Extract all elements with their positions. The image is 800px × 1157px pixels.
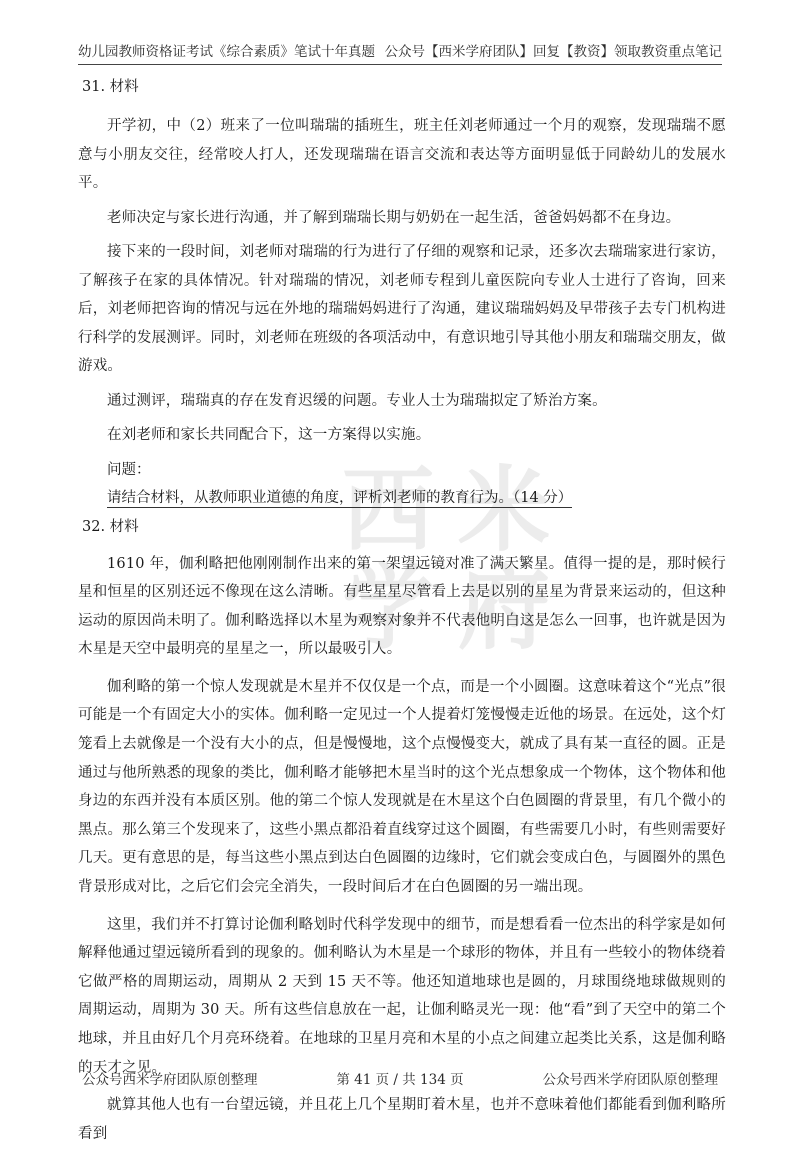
- watermark-char: 西: [342, 457, 435, 564]
- q31-question-underlined: 请结合材料，从教师职业道德的角度，评析刘老师的教育行为。（14 分）: [107, 489, 573, 506]
- q31-paragraph: 在刘老师和家长共同配合下，这一方案得以实施。: [107, 427, 431, 443]
- q31-question-text: [78, 484, 726, 512]
- q32-paragraph: 就算其他人也有一台望远镜，并且花上几个星期盯着木星，也并不意味着他们都能看到伽利略所看到: [78, 1097, 726, 1142]
- watermark-char: 府: [458, 555, 551, 650]
- q31-question-label: 问题：: [107, 461, 151, 478]
- question-32: [78, 516, 726, 1149]
- watermark-char: 米: [458, 457, 551, 564]
- q32-paragraph: 这里，我们并不打算讨论伽利略划时代科学发现中的细节，而是想看看一位杰出的科学家是如何解释他通过望远镜所看到的现象的。伽利略认为木星是一个球形的物体，并且有一些较小的物体绕着它做严格的周期运动，周期从 2 天到 15 天不等。他还知道地球也是圆的，月球围绕地球做规则的周期运动，周期为 30 天。所有这些信息放在一起，让伽利略灵光一现：他“看”到了天空中的第二个地球，并且由好几个月亮环绕着。在地球的卫星月亮和木星的小点之间建立起类比关系，这是伽利略的天才之见。: [78, 916, 726, 1076]
- question-32-number: 32. 材料: [82, 518, 139, 535]
- page-header: [78, 38, 722, 65]
- footer-left-text: 公众号西米学府团队原创整理: [82, 1072, 258, 1088]
- q31-paragraph: 接下来的一段时间，刘老师对瑞瑞的行为进行了仔细的观察和记录，还多次去瑞瑞家进行家访，了解孩子在家的具体情况。针对瑞瑞的情况，刘老师专程到儿童医院向专业人士进行了咨询，回来后，刘老师把咨询的情况与远在外地的瑞瑞妈妈进行了沟通，建议瑞瑞妈妈及早带孩子去专门机构进行科学的发展测评。同时，刘老师在班级的各项活动中，有意识地引导其他小朋友和瑞瑞交朋友，做游戏。: [78, 244, 726, 374]
- footer-right-text: 公众号西米学府团队原创整理: [542, 1072, 718, 1088]
- q31-paragraph: 老师决定与家长进行沟通，并了解到瑞瑞长期与奶奶在一起生活，爸爸妈妈都不在身边。: [107, 209, 681, 226]
- page-number: 第 41 页 / 共 134 页: [336, 1072, 464, 1088]
- question-31-number: 31. 材料: [82, 79, 139, 95]
- q31-paragraph: 开学初，中（2）班来了一位叫瑞瑞的插班生，班主任刘老师通过一个月的观察，发现瑞瑞不愿意与小朋友交往，经常咬人打人，还发现瑞瑞在语言交流和表达等方面明显低于同龄幼儿的发展水平。: [78, 118, 726, 191]
- watermark-char: 学: [342, 555, 435, 650]
- q31-paragraph: 通过测评，瑞瑞真的存在发育迟缓的问题。专业人士为瑞瑞拟定了矫治方案。: [107, 392, 607, 409]
- q32-paragraph: 伽利略的第一个惊人发现就是木星并不仅仅是一个点，而是一个小圆圈。这意味着这个“光点”很可能是一个有固定大小的实体。伽利略一定见过一个人提着灯笼慢慢走近他的场景。在远处，这个灯笼看上去就像是一个没有大小的点，但是慢慢地，这个点慢慢变大，就成了具有某一直径的圆。正是通过与他所熟悉的现象的类比，伽利略才能够把木星当时的这个光点想象成一个物体，这个物体和他身边的东西并没有本质区别。他的第二个惊人发现就是在木星这个白色圆圈的背景里，有几个微小的黑点。那么第三个发现来了，这些小黑点都沿着直线穿过这个圆圈，有些需要几小时，有些则需要好几天。更有意思的是，每当这些小黑点到达白色圆圈的边缘时，它们就会变成白色，与圆圈外的黑色背景形成对比，之后它们会完全消失，一段时间后才在白色圆圈的另一端出现。: [78, 678, 726, 896]
- page-footer: [82, 1068, 718, 1088]
- page-content: [78, 76, 726, 1157]
- q32-paragraph: 1610 年，伽利略把他刚刚制作出来的第一架望远镜对准了满天繁星。值得一提的是，那时候行星和恒星的区别还远不像现在这么清晰。有些星星尽管看上去是以别的星星为背景来运动的，但这种运动的原因尚未明了。伽利略选择以木星为观察对象并不代表他明白这是怎么一回事，也许就是因为木星是天空中最明亮的星星之一，所以最吸引人。: [78, 555, 726, 658]
- header-right-text: 公众号【西米学府团队】回复【教资】领取教资重点笔记: [384, 44, 722, 60]
- header-left-text: 幼儿园教师资格证考试《综合素质》笔试十年真题: [78, 44, 375, 60]
- question-31: [78, 76, 726, 512]
